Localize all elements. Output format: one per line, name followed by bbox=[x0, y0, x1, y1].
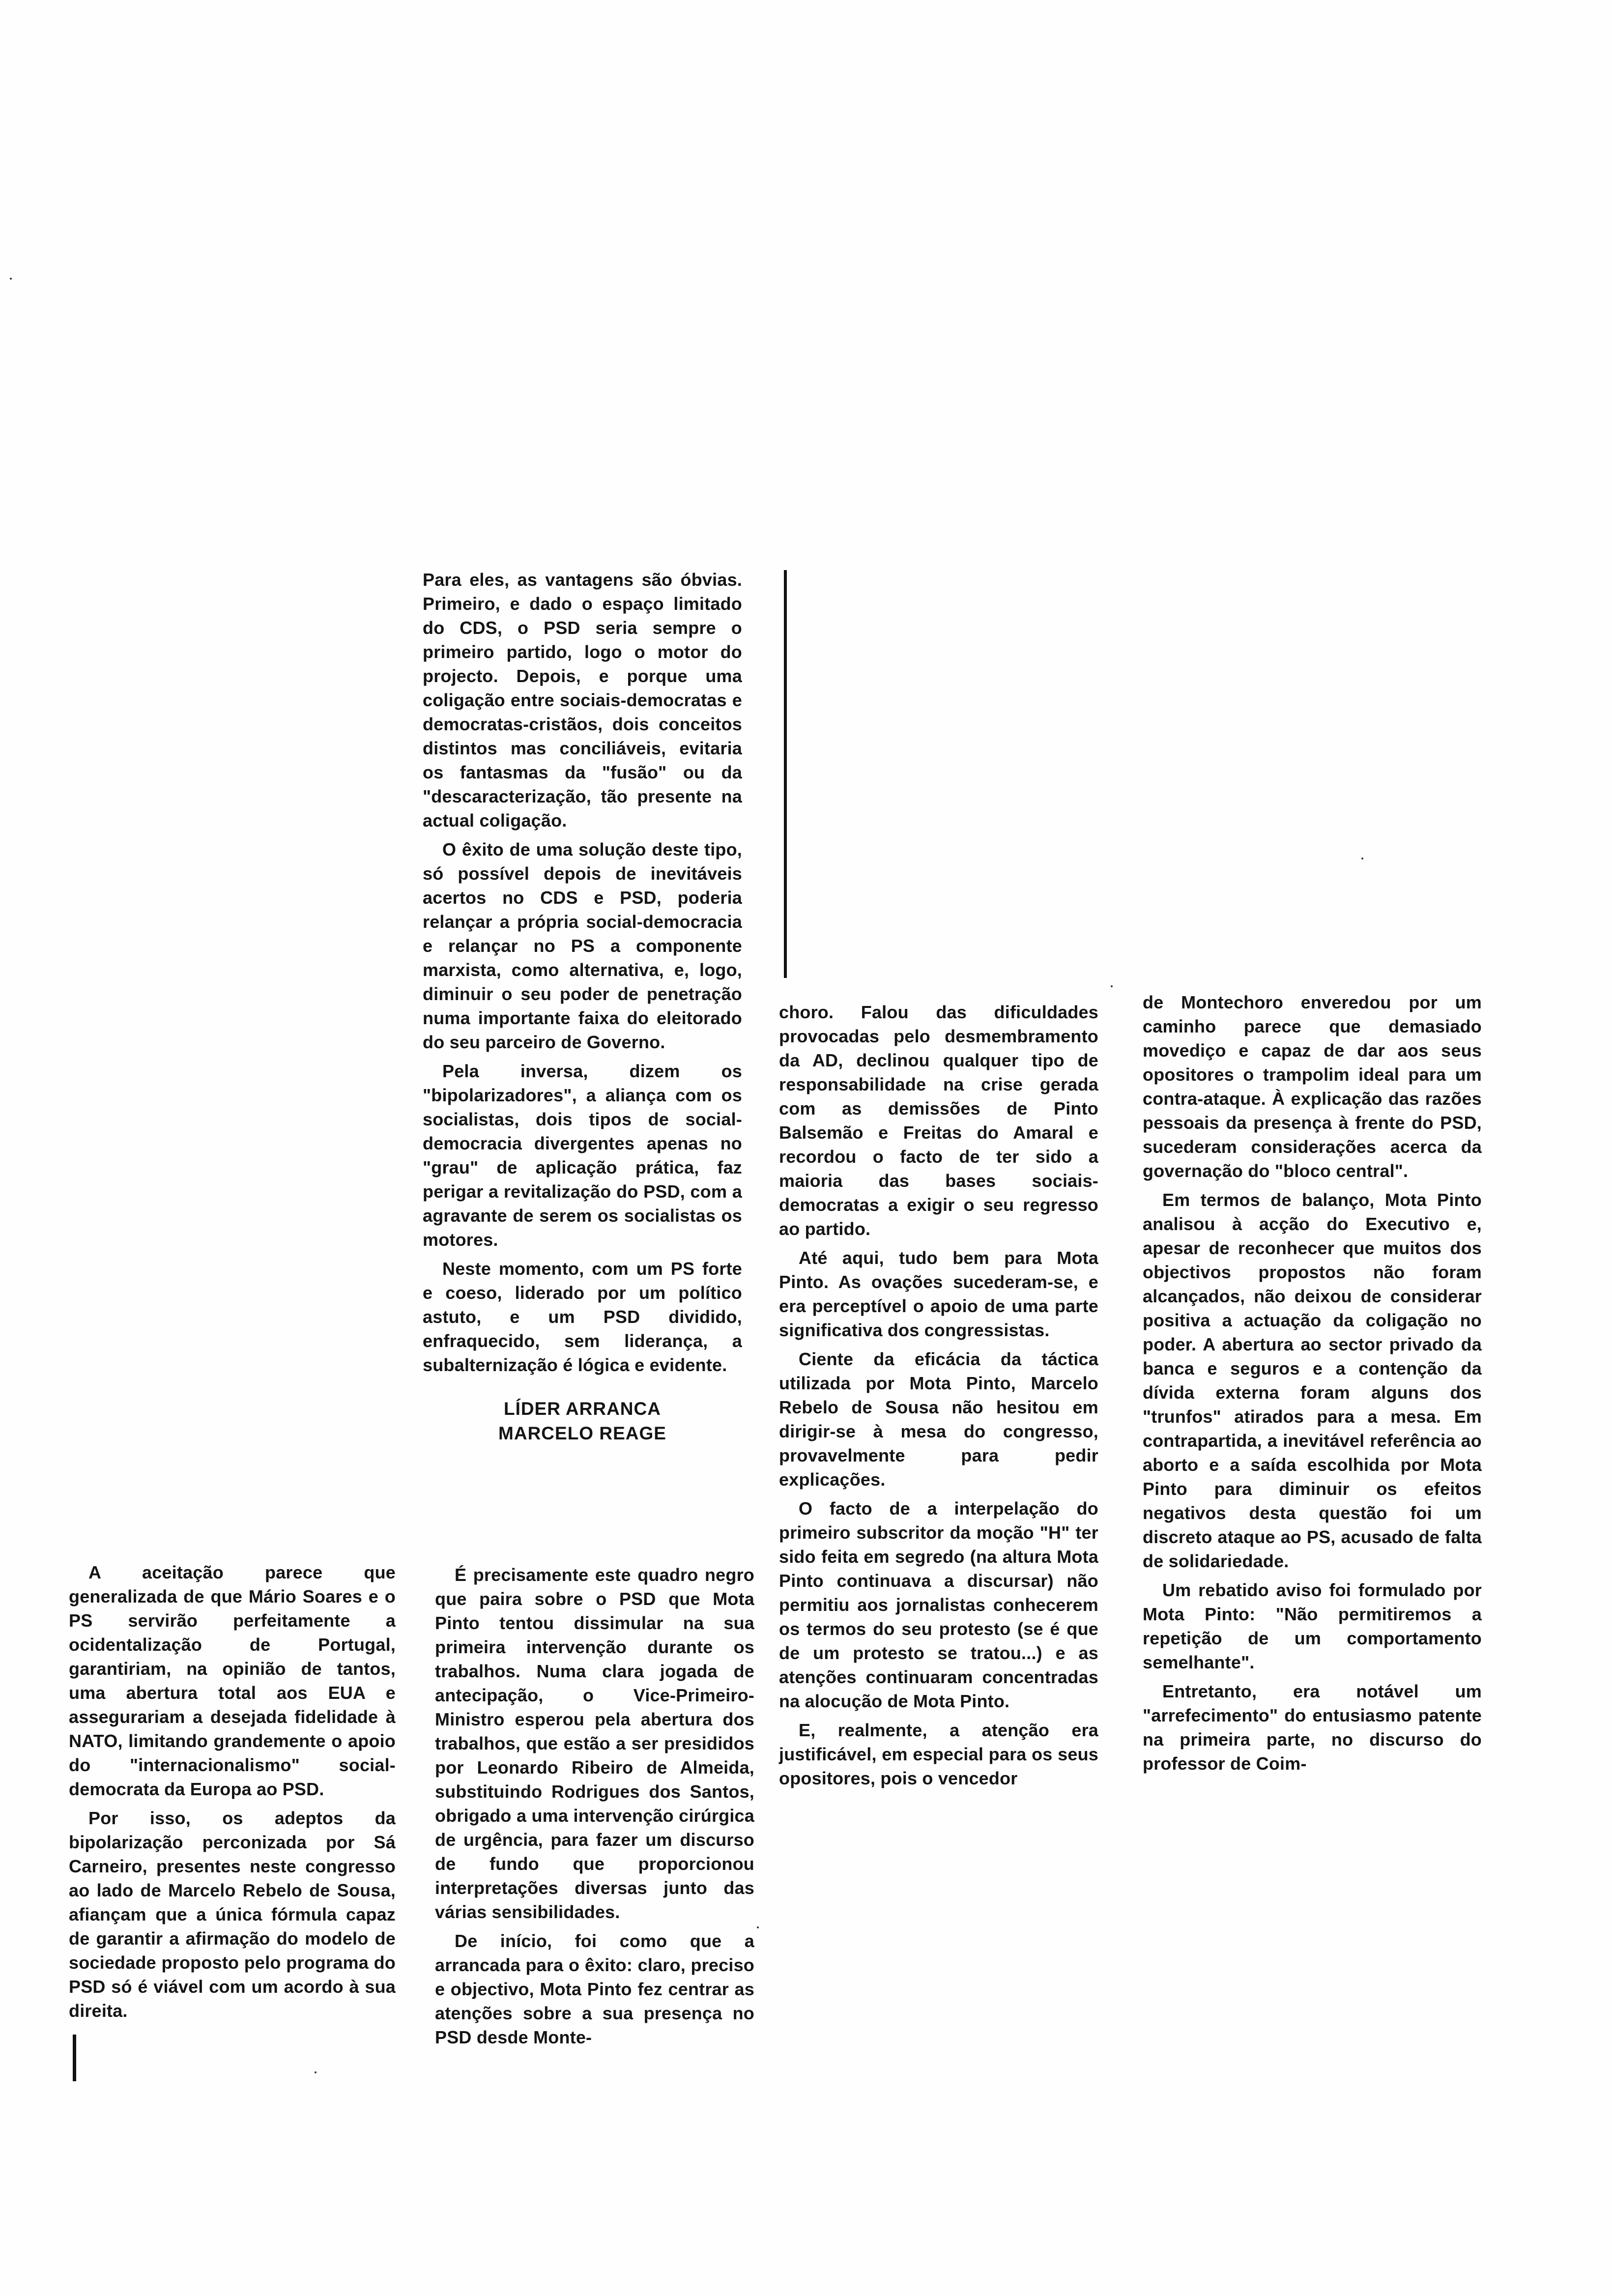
scan-speck bbox=[1111, 985, 1113, 987]
article-column-1 bbox=[423, 568, 742, 1465]
article-column-left bbox=[69, 1560, 396, 2028]
paragraph: Até aqui, tudo bem para Mota Pinto. As ovações sucederam-se, e era perceptível o apoio de uma parte significativa dos congressistas. bbox=[779, 1248, 1098, 1340]
paragraph: E, realmente, a atenção era justificável, em especial para os seus opositores, pois o vencedor bbox=[779, 1720, 1098, 1788]
subheading-line-1: LÍDER ARRANCA bbox=[504, 1399, 661, 1419]
paragraph: Para eles, as vantagens são óbvias. Primeiro, e dado o espaço limitado do CDS, o PSD seria sempre o primeiro partido, logo o motor do projecto. Depois, e porque uma coligação entre sociais-democratas e democratas-cristãos, dois conceitos distintos mas conciliáveis, evitaria os fantasmas da "fusão" ou da "descaracterização, tão presente na actual coligação. bbox=[423, 570, 742, 831]
scan-speck bbox=[1361, 858, 1363, 860]
paragraph: Neste momento, com um PS forte e coeso, liderado por um político astuto, e um PSD dividido, enfraquecido, sem liderança, a subalternização é lógica e evidente. bbox=[423, 1259, 742, 1375]
paragraph: De início, foi como que a arrancada para o êxito: claro, preciso e objectivo, Mota Pinto fez centrar as atenções sobre a sua presença no PSD desde Monte- bbox=[435, 1931, 754, 2047]
paragraph: O êxito de uma solução deste tipo, só possível depois de inevitáveis acertos no CDS e PSD, poderia relançar a própria social-democracia e relançar no PS a componente marxista, como alternativa, e, logo, diminuir o seu poder de penetração numa importante faixa do eleitorado do seu parceiro de Governo. bbox=[423, 839, 742, 1052]
article-column-2 bbox=[435, 1563, 754, 2054]
scan-speck bbox=[10, 278, 12, 280]
paragraph: Por isso, os adeptos da bipolarização perconizada por Sá Carneiro, presentes neste congresso ao lado de Marcelo Rebelo de Sousa, afiançam que a única fórmula capaz de garantir a afirmação do modelo de sociedade proposto pelo programa do PSD só é viável com um acordo à sua direita. bbox=[69, 1808, 396, 2021]
scan-speck bbox=[315, 2071, 317, 2073]
article-column-4 bbox=[1143, 990, 1482, 1780]
paragraph: Um rebatido aviso foi formulado por Mota Pinto: "Não permitiremos a repetição de um comportamento semelhante". bbox=[1143, 1580, 1482, 1672]
paragraph: A aceitação parece que generalizada de que Mário Soares e o PS servirão perfeitamente a ocidentalização de Portugal, garantiriam, na opinião de tantos, uma abertura total aos EUA e assegurariam a desejada fidelidade à NATO, limitando grandemente o apoio do "internacionalismo" social-democrata da Europa ao PSD. bbox=[69, 1562, 396, 1799]
paragraph: Em termos de balanço, Mota Pinto analisou à acção do Executivo e, apesar de reconhecer que muitos dos objectivos propostos não foram alcançados, não deixou de considerar positiva a actuação da coligação no poder. A abertura ao sector privado da banca e seguros e a contenção da dívida externa foram alguns dos "trunfos" atirados para a mesa. Em contrapartida, a inevitável referência ao aborto e a saída escolhida por Mota Pinto para diminuir os efeitos negativos desta questão foi um discreto ataque ao PS, acusado de falta de solidariedade. bbox=[1143, 1190, 1482, 1571]
section-subheading bbox=[423, 1397, 742, 1446]
subheading-line-2: MARCELO REAGE bbox=[498, 1423, 666, 1443]
paragraph: É precisamente este quadro negro que paira sobre o PSD que Mota Pinto tentou dissimular na sua primeira intervenção durante os trabalhos. Numa clara jogada de antecipação, o Vice-Primeiro-Ministro esperou pela abertura dos trabalhos, que estão a ser presididos por Leonardo Ribeiro de Almeida, substituindo Rodrigues dos Santos, obrigado a uma intervenção cirúrgica de urgência, para fazer um discurso de fundo que proporcionou interpretações diversas junto das várias sensibilidades. bbox=[435, 1565, 754, 1922]
paragraph: de Montechoro enveredou por um caminho parece que demasiado movediço e capaz de dar aos seus opositores o trampolim ideal para um contra-ataque. À explicação das razões pessoais da presença à frente do PSD, sucederam considerações acerca da governação do "bloco central". bbox=[1143, 992, 1482, 1181]
article-column-3 bbox=[779, 1000, 1098, 1795]
column-divider-rule bbox=[784, 570, 787, 978]
scan-speck bbox=[757, 1926, 759, 1928]
paragraph: Pela inversa, dizem os "bipolarizadores", a aliança com os socialistas, dois tipos de social-democracia divergentes apenas no "grau" de aplicação prática, faz perigar a revitalização do PSD, com a agravante de serem os socialistas os motores. bbox=[423, 1061, 742, 1250]
paragraph: O facto de a interpelação do primeiro subscritor da moção "H" ter sido feita em segredo (na altura Mota Pinto continuava a discursar) não permitiu aos jornalistas conhecerem os termos do seu protesto (se é que de um protesto se tratou...) e as atenções continuaram concentradas na alocução de Mota Pinto. bbox=[779, 1498, 1098, 1711]
paragraph: choro. Falou das dificuldades provocadas pelo desmembramento da AD, declinou qualquer tipo de responsabilidade na crise gerada com as demissões de Pinto Balsemão e Freitas do Amaral e recordou o facto de ter sido a maioria das bases sociais-democratas a exigir o seu regresso ao partido. bbox=[779, 1002, 1098, 1239]
paragraph: Entretanto, era notável um "arrefecimento" do entusiasmo patente na primeira parte, no discurso do professor de Coim- bbox=[1143, 1681, 1482, 1774]
column-margin-rule bbox=[73, 2035, 76, 2081]
paragraph: Ciente da eficácia da táctica utilizada por Mota Pinto, Marcelo Rebelo de Sousa não hesitou em dirigir-se à mesa do congresso, provavelmente para pedir explicações. bbox=[779, 1349, 1098, 1490]
